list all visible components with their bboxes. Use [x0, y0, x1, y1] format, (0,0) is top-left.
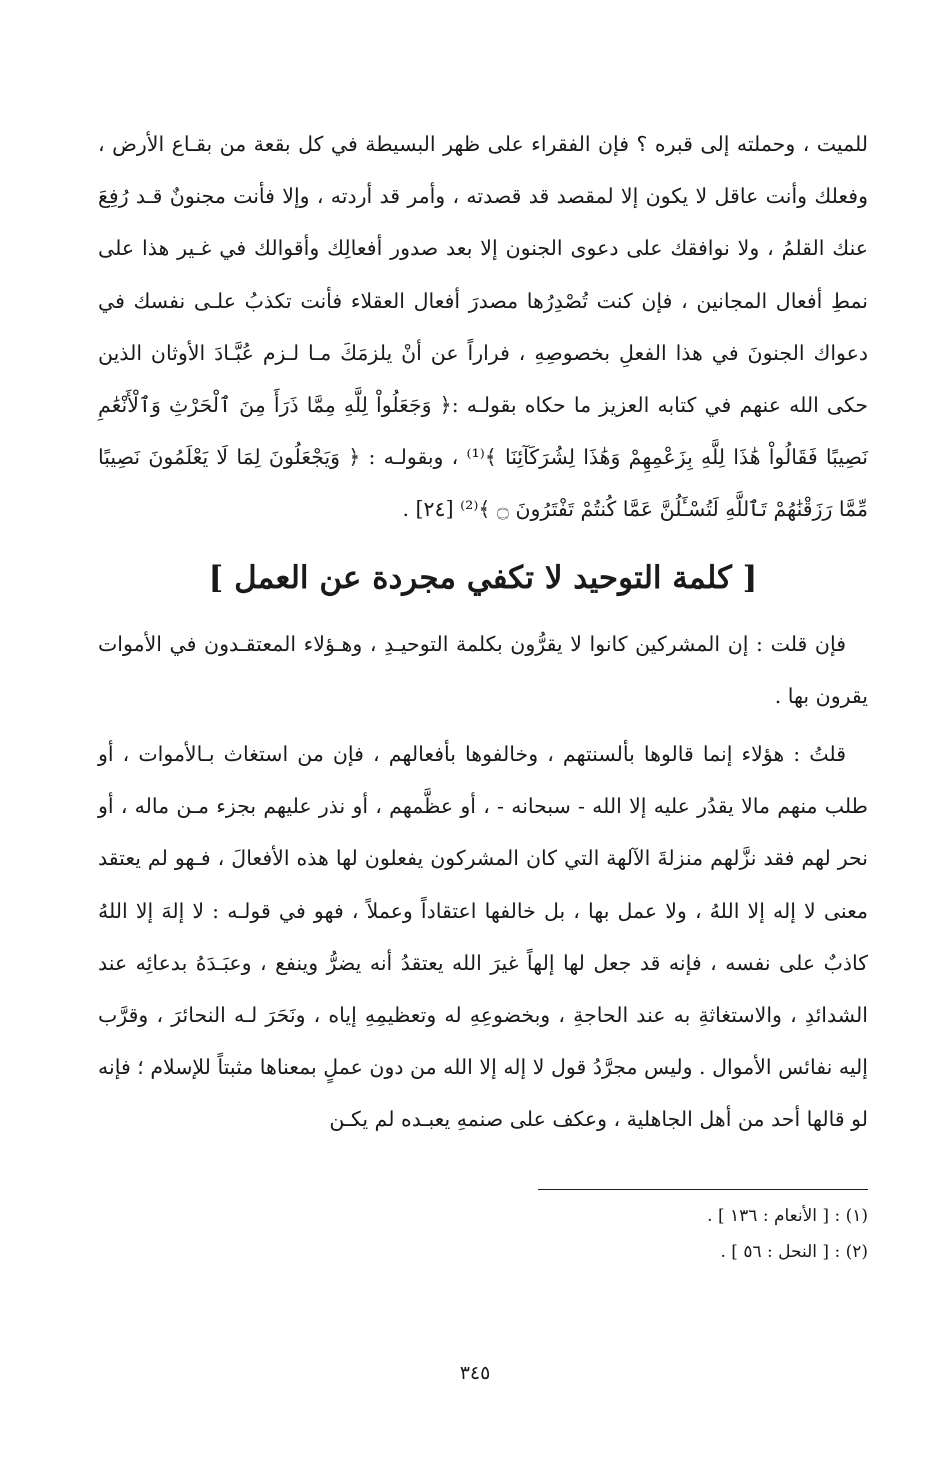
footnote-divider — [538, 1189, 868, 1190]
section-heading: [ كلمة التوحيد لا تكفي مجردة عن العمل ] — [208, 559, 758, 596]
paragraph-continuation: للميت ، وحملته إلى قبره ؟ فإن الفقراء على ظهر البسيطة في كل بقعة من بقـاع الأرض ، وفعلك وأنت عاقل لا يكون إلا لمقصد قد قصدته ، وأمر قد أردته ، وإلا فأنت مجنونٌ قـد رُفِعَ عنك القلمُ ، ولا نوافقك على دعوى الجنون إلا بعد صدور أفعالِك وأقوالك في غـير هذا على نمطِ أفعال المجانين ، فإن كنت تُصْدِرُها مصدرَ أفعال العقلاء فأنت تكذبُ علـى نفسك في دعواك الجنونَ في هذا الفعلِ بخصوصِهِ ، فراراً عن أنْ يلزمَكَ مـا لـزم عُبَّـادَ الأوثان الذين حكى الله عنهم في كتابه العزيز ما حكاه بقولـه :﴿ وَجَعَلُواْ لِلَّهِ مِمَّا ذَرَأَ مِنَ ٱلْحَرْثِ وَٱلْأَنْعَٰمِ نَصِيبًا فَقَالُواْ هَٰذَا لِلَّهِ بِزَعْمِهِمْ وَهَٰذَا لِشُرَكَآئِنَا ﴾⁽¹⁾ ، وبقولـه : ﴿ وَيَجْعَلُونَ لِمَا لَا يَعْلَمُونَ نَصِيبًا مِّمَّا رَزَقْنَٰهُمْ تَٱللَّهِ لَتُسْـَٔلُنَّ عَمَّا كُنتُمْ تَفْتَرُونَ ۝ ﴾⁽²⁾ [٢٤] . — [98, 132, 868, 522]
paragraph-reply: قلتُ : هؤلاء إنما قالوها بألسنتهم ، وخالفوها بأفعالهم ، فإن من استغاث بـالأموات ، أو طلب منهم مالا يقدُر عليه إلا الله - سبحانه - ، أو عظَّمهم ، أو نذر عليهم بجزء مـن ماله ، أو نحر لهم فقد نزَّلهم منزلةَ الآلهة التي كان المشركون يفعلون لها هذه الأفعالَ ، فـهو لم يعتقد معنى لا إله إلا اللهُ ، ولا عمل بها ، بل خالفها اعتقاداً وعملاً ، فهو في قولـه : لا إلهَ إلا اللهُ كاذبٌ على نفسه ، فإنه قد جعل لها إلهاً غيرَ الله يعتقدُ أنه يضرُّ وينفع ، وعبَـدَهُ بدعائِه عند الشدائدِ ، والاستغاثةِ به عند الحاجةِ ، وبخضوعِهِ له وتعظيمِهِ إياه ، ونَحَرَ لـه النحائرَ ، وقرَّب إليه نفائس الأموال . وليس مجرَّدُ قول لا إله إلا الله من دون عملٍ بمعناها مثبتاً للإسلام ؛ فإنه لو قالها أحد من أهل الجاهلية ، وعكف على صنمهِ يعبـده لم يكـن — [98, 742, 868, 1132]
paragraph-objection: فإن قلت : إن المشركين كانوا لا يقرُّون بكلمة التوحيـدِ ، وهـؤلاء المعتقـدون في الأموات يقرون بها . — [98, 631, 868, 708]
page-number: ٣٤٥ — [459, 1362, 491, 1384]
footnotes — [98, 1198, 868, 1270]
main-text — [98, 118, 868, 1146]
footnote-2: (٢) : [ النحل : ٥٦ ] . — [720, 1242, 868, 1262]
footnote-1: (١) : [ الأنعام : ١٣٦ ] . — [707, 1206, 868, 1226]
